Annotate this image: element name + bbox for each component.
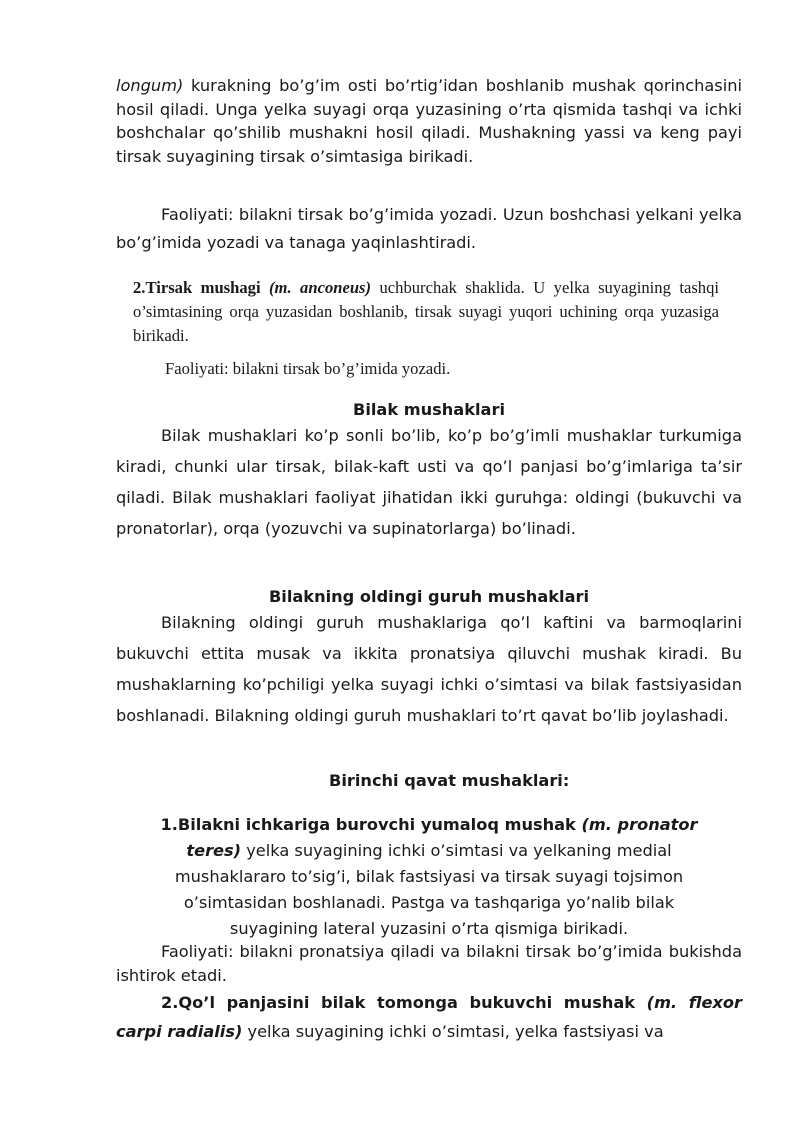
paragraph-anconeus [133,276,719,348]
latin-term: (m. flexor carpi radialis) [116,993,742,1041]
latin-term: (m. pronator teres) [186,815,698,860]
latin-term: (m. anconeus) [269,278,372,297]
paragraph-triceps-function: Faoliyati: bilakni tirsak bo’g’imida yozadi. Uzun boshchasi yelkani yelka bo’g’imida yozadi va tanaga yaqinlashtiradi. [116,205,742,252]
paragraph-anterior-group: Bilakning oldingi guruh mushaklariga qo’l kaftini va barmoqlarini bukuvchi ettita musak va ikkita pronatsiya qiluvchi mushak kiradi. Bu mushaklarning ko’pchiligi yelka suyagi ichki o’simtasi va bilak fastsiyasidan boshlanadi. Bilakning oldingi guruh mushaklari to’rt qavat bo’lib joylashadi. [116,613,742,725]
paragraph-flexor-carpi-radialis [116,988,742,1046]
paragraph-text: yelka suyagining ichki o’simtasi, yelka fastsiyasi va [242,1022,664,1041]
latin-term: longum) [116,76,184,95]
muscle-heading: 2.Tirsak mushagi [133,278,270,297]
muscle-heading: 2.Qo’l panjasini bilak tomonga bukuvchi mushak [161,993,647,1012]
muscle-heading: 1.Bilakni ichkariga burovchi yumaloq mushak [160,815,582,834]
paragraph-forearm-muscles: Bilak mushaklari ko’p sonli bo’lib, ko’p bo’g’imli mushaklar turkumiga kiradi, chunki ular tirsak, bilak-kaft usti va qo’l panjasi bo’g’imlariga ta’sir qiladi. Bilak mushaklari faoliyat jihatidan ikki guruhga: oldingi (bukuvchi va pronatorlar), orqa (yozuvchi va supinatorlarga) bo’linadi. [116,426,742,538]
paragraph-text: yelka suyagining ichki o’simtasi va yelkaning medial mushaklararo to’sig’i, bilak fastsiyasi va tirsak suyagi tojsimon o’simtasidan boshlanadi. Pastga va tashqariga yo’nalib bilak suyagining lateral yuzasini o’rta qismiga birikadi. [174,841,684,938]
section-heading-anterior-group: Bilakning oldingi guruh mushaklari [268,587,590,606]
section-heading-first-layer: Birinchi qavat mushaklari: [329,771,570,790]
paragraph-text: uchburchak shaklida. U yelka suyagining tashqi o’simtasining orqa yuzasidan boshlanib, tirsak suyagi yuqori uchining orqa yuzasiga birikadi. [133,278,719,345]
paragraph-pronator-function: Faoliyati: bilakni pronatsiya qiladi va bilakni tirsak bo’g’imida bukishda ishtirok etadi. [116,942,742,985]
paragraph-triceps-continuation [116,74,742,168]
paragraph-pronator-teres [146,812,712,942]
paragraph-text: kurakning bo’g’im osti bo’rtig’idan boshlanib mushak qorinchasini hosil qiladi. Unga yelka suyagi orqa yuzasining o’rta qismida tashqi va ichki boshchalar qo’shilib mushakni hosil qiladi. Mushakning yassi va keng payi tirsak suyagining tirsak o’simtasiga birikadi. [116,76,742,166]
paragraph-anconeus-function: Faoliyati: bilakni tirsak bo’g’imida yozadi. [165,359,451,378]
section-heading-forearm-muscles: Bilak mushaklari [352,400,505,419]
